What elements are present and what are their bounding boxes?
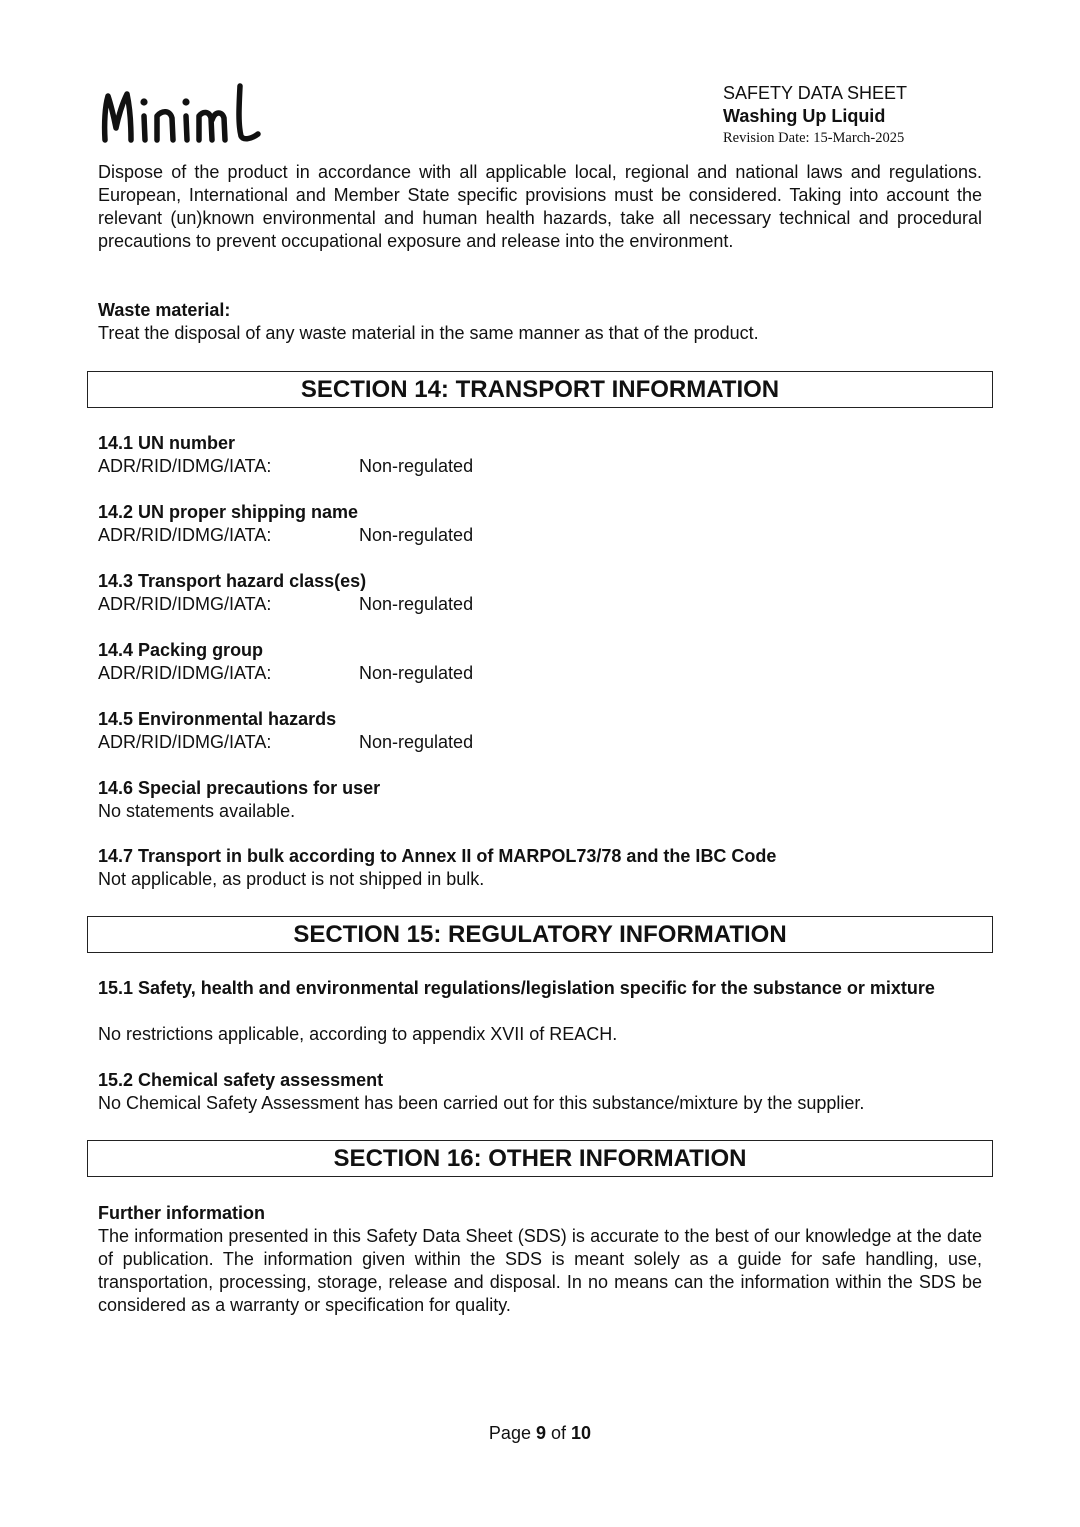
item-14-6-heading: 14.6 Special precautions for user: [98, 778, 381, 798]
item-14-6-text: No statements available.: [98, 801, 296, 821]
revision-date: Revision Date: 15-March-2025: [723, 130, 905, 146]
doc-title: SAFETY DATA SHEET: [723, 83, 908, 103]
item-14-3-key: ADR/RID/IDMG/IATA:: [98, 594, 272, 614]
page-of: of: [551, 1423, 567, 1443]
further-info-text: The information presented in this Safety Data Sheet (SDS) is accurate to the best of our knowledge at the date of publication. The information given within the SDS is meant solely as a guide for safe handling, use, transportation, processing, storage, release and disposal. In no means can the information within the SDS be considered as a warranty or specification for quality.: [98, 1226, 982, 1315]
waste-text: Treat the disposal of any waste material in the same manner as that of the product.: [98, 323, 759, 343]
item-14-4-key: ADR/RID/IDMG/IATA:: [98, 663, 272, 683]
item-14-1-heading: 14.1 UN number: [98, 433, 236, 453]
further-info-heading: Further information: [98, 1203, 265, 1223]
waste-heading: Waste material:: [98, 300, 231, 320]
section-14-title: SECTION 14: TRANSPORT INFORMATION: [87, 371, 993, 408]
item-14-2-row: [98, 524, 473, 547]
item-14-1-row: [98, 455, 473, 478]
page-total: 10: [571, 1423, 592, 1443]
item-14-4-row: [98, 662, 473, 685]
document-header: [723, 82, 1053, 148]
item-15-2-heading: 15.2 Chemical safety assessment: [98, 1070, 384, 1090]
item-14-4-value: Non-regulated: [359, 663, 474, 683]
page-current: 9: [535, 1423, 546, 1443]
miniml-logo: [100, 78, 265, 150]
item-14-3-heading: 14.3 Transport hazard class(es): [98, 571, 367, 591]
item-14-4-heading: 14.4 Packing group: [98, 640, 264, 660]
section-16-title: SECTION 16: OTHER INFORMATION: [87, 1140, 993, 1177]
item-14-1-value: Non-regulated: [359, 456, 474, 476]
item-14-7-text: Not applicable, as product is not shipped in bulk.: [98, 869, 485, 889]
item-14-7-heading: 14.7 Transport in bulk according to Annex II of MARPOL73/78 and the IBC Code: [98, 846, 777, 866]
page-number: [0, 1421, 1080, 1445]
item-14-5-key: ADR/RID/IDMG/IATA:: [98, 732, 272, 752]
item-14-5-heading: 14.5 Environmental hazards: [98, 709, 337, 729]
item-14-3-value: Non-regulated: [359, 594, 474, 614]
item-15-2-text: No Chemical Safety Assessment has been carried out for this substance/mixture by the supplier.: [98, 1093, 865, 1113]
item-15-1-text: No restrictions applicable, according to appendix XVII of REACH.: [98, 1024, 618, 1044]
section-15-title: SECTION 15: REGULATORY INFORMATION: [87, 916, 993, 953]
item-14-1-key: ADR/RID/IDMG/IATA:: [98, 456, 272, 476]
item-14-2-heading: 14.2 UN proper shipping name: [98, 502, 359, 522]
disposal-text: Dispose of the product in accordance with all applicable local, regional and national laws and regulations. European, International and Member State specific provisions must be considered. Taking into account the relevant (un)known environmental and human health hazards, take all necessary technical and procedural precautions to prevent occupational exposure and release into the environment.: [98, 162, 982, 251]
item-14-5-row: [98, 731, 473, 754]
item-14-2-key: ADR/RID/IDMG/IATA:: [98, 525, 272, 545]
product-name: Washing Up Liquid: [723, 106, 886, 126]
item-15-1-heading: 15.1 Safety, health and environmental regulations/legislation specific for the substance or mixture: [98, 978, 935, 998]
page-prefix: Page: [488, 1423, 531, 1443]
item-14-2-value: Non-regulated: [359, 525, 474, 545]
item-14-3-row: [98, 593, 473, 616]
item-14-5-value: Non-regulated: [359, 732, 474, 752]
